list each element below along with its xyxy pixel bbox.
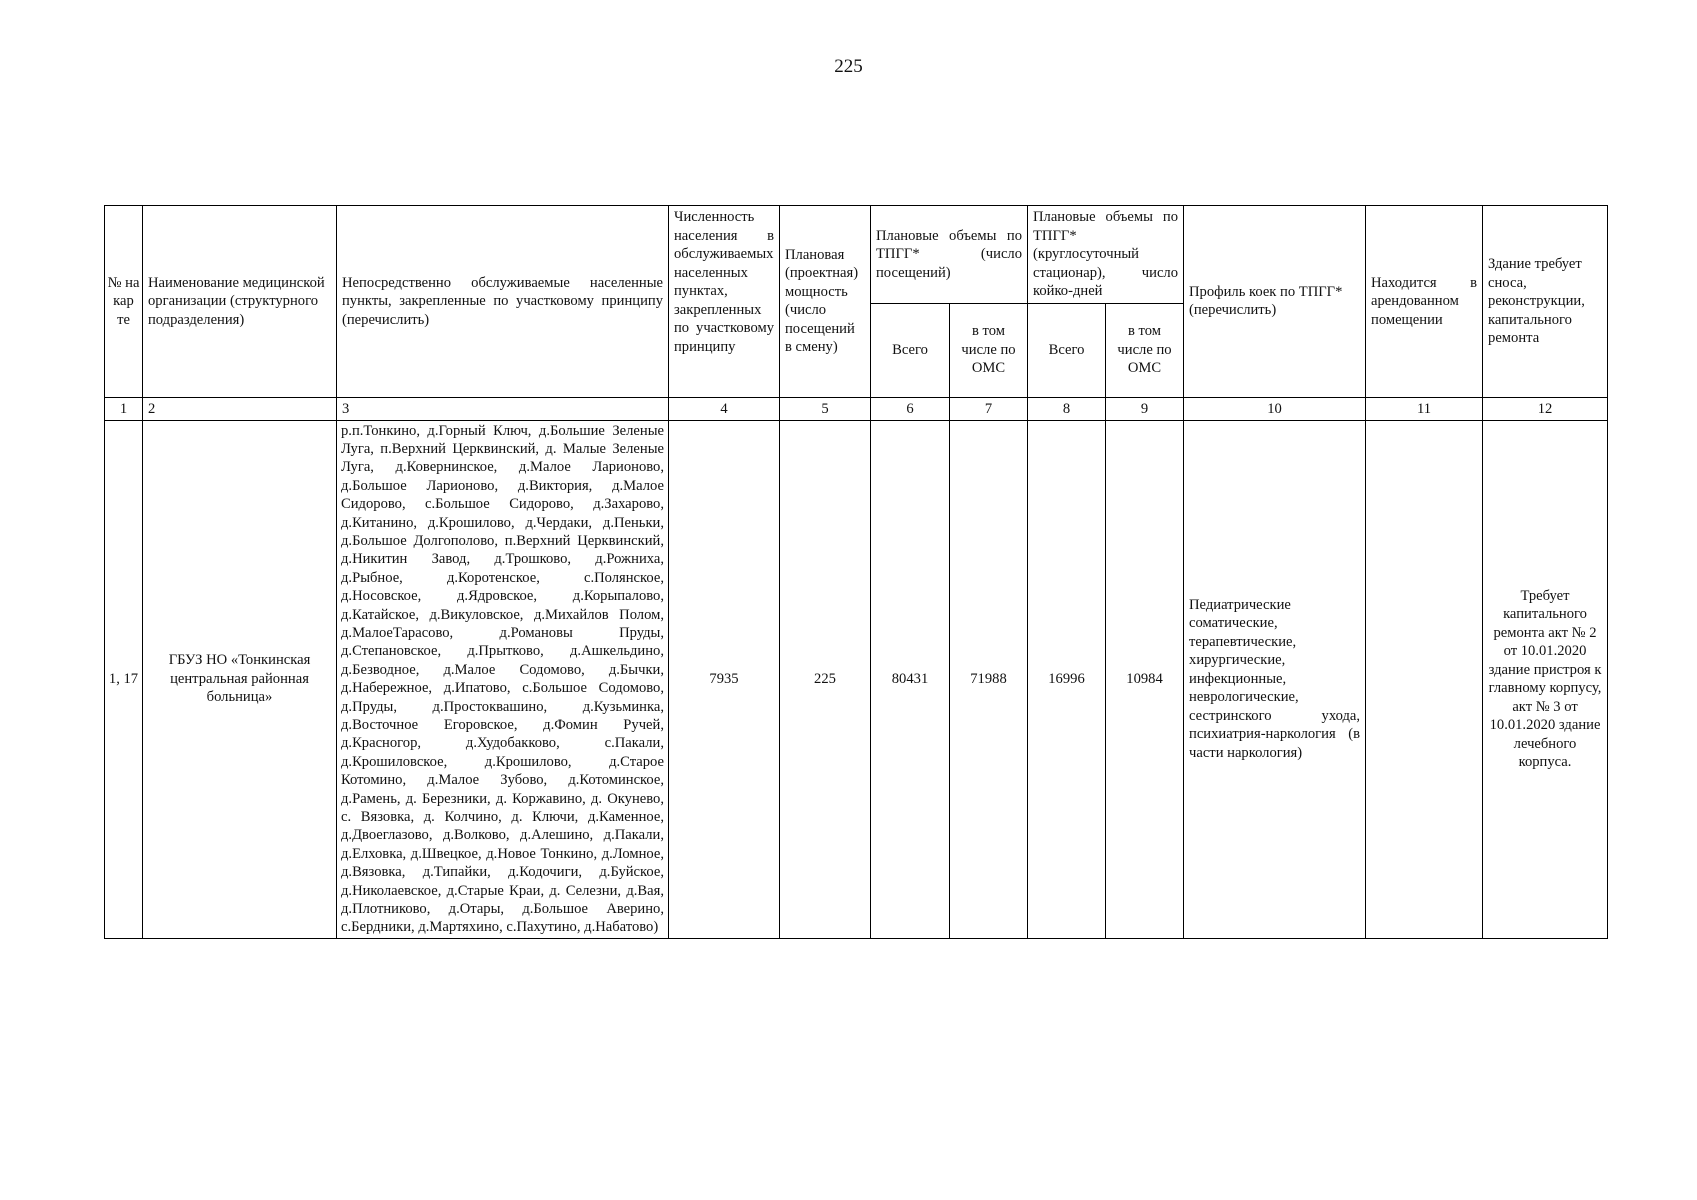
header-population: Численность населения в обслуживаемых населенных пунктах, закрепленных по участковому принципу xyxy=(669,206,780,398)
colnum-5: 5 xyxy=(780,397,871,420)
page-number: 225 xyxy=(834,56,863,77)
colnum-9: 9 xyxy=(1106,397,1184,420)
header-visits: Плановые объемы по ТПГГ* (число посещений) xyxy=(871,206,1028,304)
header-map-no: № на кар те xyxy=(105,206,143,398)
colnum-2: 2 xyxy=(143,397,337,420)
subheader-beddays-oms: в том числе по ОМС xyxy=(1106,303,1184,397)
header-org-name: Наименование медицинской организации (структурного подразделения) xyxy=(143,206,337,398)
cell-org-name: ГБУЗ НО «Тонкинская центральная районная больница» xyxy=(143,420,337,938)
cell-capacity: 225 xyxy=(780,420,871,938)
cell-settlements: р.п.Тонкино, д.Горный Ключ, д.Большие Зеленые Луга, п.Верхний Церквинский, д. Малые Зеленые Луга, д.Ковернинское, д.Малое Ларионово, д.Большое Ларионово, д.Виктория, д.Малое Сидорово, с.Большое Сидорово, д.Захарово, д.Китанино, д.Крошилово, д.Чердаки, д.Пеньки, д.Большое Долгополово, п.Верхний Церквинский, д.Никитин Завод, д.Трошково, д.Рожниха, д.Рыбное, д.Коротенское, с.Полянское, д.Носовское, д.Ядровское, д.Корыпалово, д.Катайское, д.Викуловское, д.Михайлов Полом, д.МалоеТарасово, д.Романовы Пруды, д.Степановское, д.Прытково, д.Ашкельдино, д.Безводное, д.Малое Содомово, д.Бычки, д.Набережное, д.Ипатово, с.Большое Содомово, д.Пруды, д.Простоквашино, д.Кузьминка, д.Восточное Егоровское, д.Фомин Ручей, д.Красногор, д.Худобакково, с.Пакали, д.Крошиловское, д.Крошилово, д.Старое Котомино, д.Малое Зубово, д.Котоминское, д.Рамень, д. Березники, д. Коржавино, д. Окунево, с. Вязовка, д. Колчино, д. Ключи, д.Каменное, д.Двоеглазово, д.Волково, д.Алешино, д.Пакали, д.Елховка, д.Швецкое, д.Новое Тонкино, д.Ломное, д.Вязовка, д.Типайки, д.Кодочиги, д.Буйское, д.Николаевское, д.Старые Краи, д. Селезни, д.Вая, д.Плотниково, д.Отары, д.Большое Аверино, с.Бердники, д.Мартяхино, с.Пахутино, д.Набатово) xyxy=(337,420,669,938)
colnum-10: 10 xyxy=(1184,397,1366,420)
colnum-11: 11 xyxy=(1366,397,1483,420)
cell-rented xyxy=(1366,420,1483,938)
header-capacity: Плановая (проектная) мощность (число посещений в смену) xyxy=(780,206,871,398)
subheader-visits-oms: в том числе по ОМС xyxy=(950,303,1028,397)
column-number-row xyxy=(105,397,1608,420)
colnum-12: 12 xyxy=(1483,397,1608,420)
cell-building: Требует капитального ремонта акт № 2 от 10.01.2020 здание пристроя к главному корпусу, акт № 3 от 10.01.2020 здание лечебного корпуса. xyxy=(1483,420,1608,938)
header-beddays: Плановые объемы по ТПГГ* (круглосуточный стационар), число койко-дней xyxy=(1028,206,1184,304)
cell-visits-oms: 71988 xyxy=(950,420,1028,938)
cell-bed-profile: Педиатрические соматические, терапевтические, хирургические, инфекционные, неврологические, сестринского ухода, психиатрия-наркология (в части наркология) xyxy=(1184,420,1366,938)
colnum-1: 1 xyxy=(105,397,143,420)
header-rented: Находится в арендованном помещении xyxy=(1366,206,1483,398)
colnum-6: 6 xyxy=(871,397,950,420)
cell-map-no: 1, 17 xyxy=(105,420,143,938)
header-building: Здание требует сноса, реконструкции, капитального ремонта xyxy=(1483,206,1608,398)
cell-population: 7935 xyxy=(669,420,780,938)
cell-beddays-total: 16996 xyxy=(1028,420,1106,938)
header-row xyxy=(105,206,1608,304)
header-settlements: Непосредственно обслуживаемые населенные пункты, закрепленные по участковому принципу (перечислить) xyxy=(337,206,669,398)
colnum-4: 4 xyxy=(669,397,780,420)
colnum-3: 3 xyxy=(337,397,669,420)
colnum-8: 8 xyxy=(1028,397,1106,420)
subheader-beddays-total: Всего xyxy=(1028,303,1106,397)
facilities-table xyxy=(104,205,1608,939)
header-bed-profile: Профиль коек по ТПГГ* (перечислить) xyxy=(1184,206,1366,398)
colnum-7: 7 xyxy=(950,397,1028,420)
cell-visits-total: 80431 xyxy=(871,420,950,938)
subheader-visits-total: Всего xyxy=(871,303,950,397)
table-row xyxy=(105,420,1608,938)
cell-beddays-oms: 10984 xyxy=(1106,420,1184,938)
